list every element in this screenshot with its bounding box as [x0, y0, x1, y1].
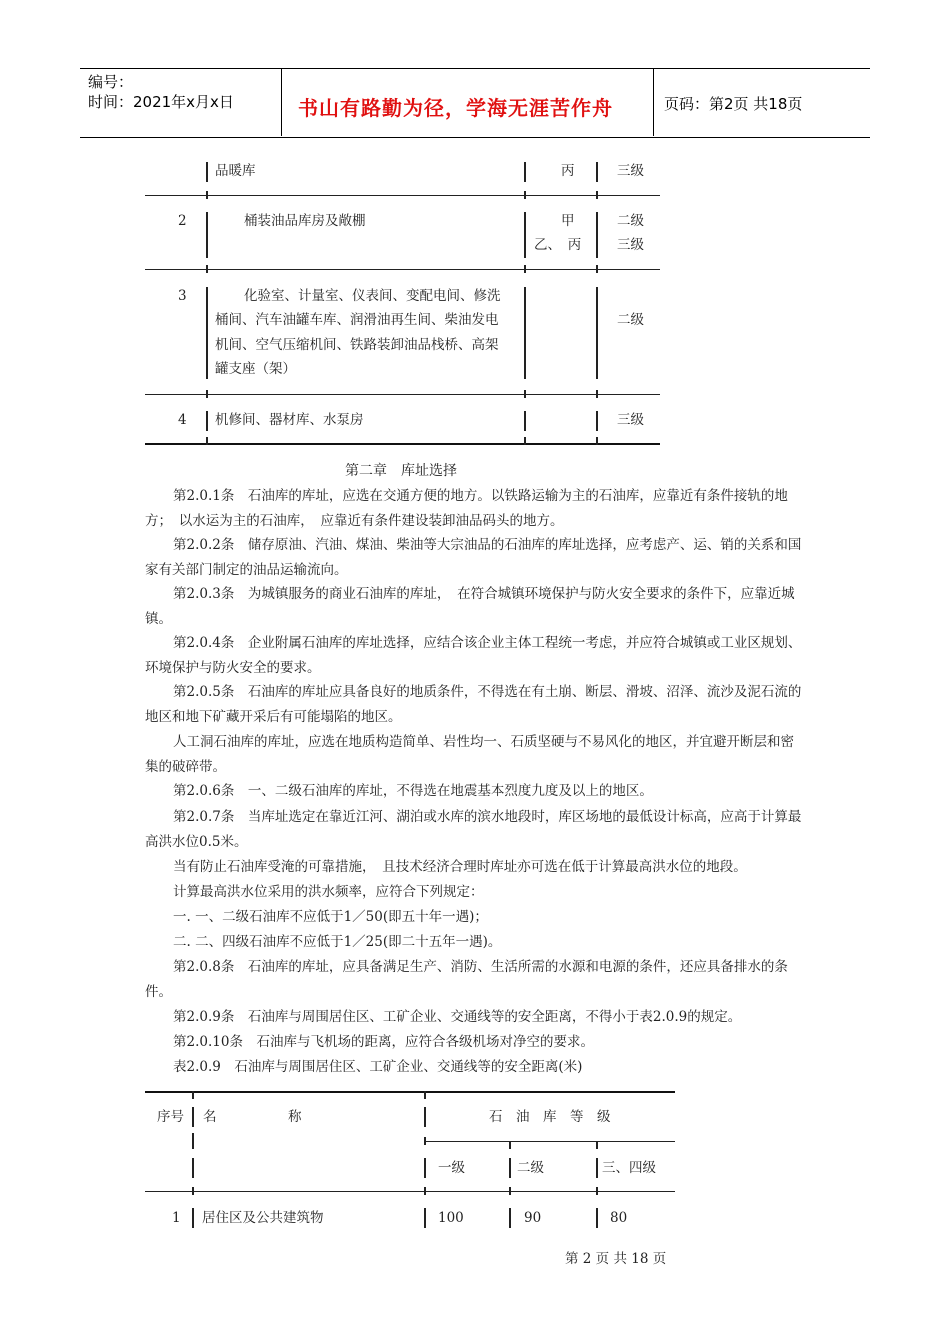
- table-rule: [145, 269, 660, 270]
- table-rule: [145, 195, 660, 196]
- table-cell-value: 100: [438, 1210, 464, 1226]
- table-rule: [596, 212, 598, 258]
- paragraph: 一. 一、二级石油库不应低于1／50(即五十年一遇)；: [173, 909, 488, 925]
- table-rule: [596, 287, 598, 379]
- table-rule: [192, 1133, 194, 1149]
- chapter-title: 第二章 库址选择: [345, 463, 457, 479]
- table-rule: [424, 1141, 675, 1142]
- table-header-level: 二级: [517, 1160, 544, 1176]
- table-cell-num: 2: [178, 213, 187, 229]
- paragraph: 第2.0.5条 石油库的库址应具备良好的地质条件，不得选在有土崩、断层、滑坡、沼泽、流沙及泥石流的地区和地下矿藏开采后有可能塌陷的地区。: [145, 684, 802, 725]
- paragraph: 第2.0.10条 石油库与飞机场的距离，应符合各级机场对净空的要求。: [173, 1034, 594, 1050]
- page-footer: 第 2 页 共 18 页: [565, 1251, 667, 1267]
- table-rule: [524, 390, 526, 398]
- table-rule: [596, 411, 598, 431]
- table-rule: [596, 1158, 598, 1178]
- paragraph: 第2.0.8条 石油库的库址，应具备满足生产、消防、生活所需的水源和电源的条件，还应具备排水的条件。: [145, 959, 788, 1000]
- paragraph: 第2.0.4条 企业附属石油库的库址选择，应结合该企业主体工程统一考虑，并应符合城镇或工业区规划、环境保护与防火安全的要求。: [145, 635, 802, 676]
- table-rule: [596, 1141, 598, 1149]
- doc-date-label: 时间：2021年x月x日: [88, 93, 234, 111]
- table-rule: [509, 1158, 511, 1178]
- table-cell-value: 90: [524, 1210, 542, 1226]
- doc-number-label: 编号：: [88, 73, 134, 91]
- paragraph: 当有防止石油库受淹的可靠措施， 且技术经济合理时库址亦可选在低于计算最高洪水位的地段。: [173, 859, 747, 875]
- table-rule: [424, 1208, 426, 1228]
- table-rule: [596, 1208, 598, 1228]
- table-header-group: 石 油 库 等 级: [489, 1109, 611, 1125]
- table-rule: [424, 1137, 426, 1145]
- table-cell-name: 机间、空气压缩机间、铁路装卸油品栈桥、高架: [215, 337, 499, 353]
- table-cell-level: 三级: [617, 163, 644, 179]
- table-caption: 表2.0.9 石油库与周围居住区、工矿企业、交通线等的安全距离(米): [173, 1059, 583, 1075]
- table-cell-level: 三级: [617, 237, 644, 253]
- table-rule: [206, 265, 208, 273]
- table-rule: [206, 191, 208, 199]
- table-rule: [145, 1091, 675, 1093]
- paragraph: 第2.0.1条 石油库的库址，应选在交通方便的地方。以铁路运输为主的石油库，应靠近有条件接轨的地方； 以水运为主的石油库， 应靠近有条件建设装卸油品码头的地方。: [145, 488, 788, 529]
- table-rule: [206, 212, 208, 258]
- table-cell-num: 3: [178, 288, 187, 304]
- table-rule: [192, 1187, 194, 1195]
- header-motto: 书山有路勤为径，学海无涯苦作舟: [298, 96, 613, 120]
- table-rule: [192, 1091, 194, 1099]
- table-cell-name: 机修间、器材库、水泵房: [215, 412, 364, 428]
- table-rule: [192, 1107, 194, 1127]
- table-rule: [596, 437, 598, 445]
- table-rule: [596, 191, 598, 199]
- table-rule: [596, 1187, 598, 1195]
- table-header-no: 序号: [157, 1109, 184, 1125]
- table-rule: [596, 265, 598, 273]
- table-cell-name: 化验室、计量室、仪表间、变配电间、修洗: [244, 288, 501, 304]
- table-header-level: 一级: [438, 1160, 465, 1176]
- table-rule: [596, 390, 598, 398]
- paragraph: 第2.0.9条 石油库与周围居住区、工矿企业、交通线等的安全距离，不得小于表2.0.9的规定。: [173, 1009, 742, 1025]
- table-rule: [424, 1187, 426, 1195]
- table-header-level: 三、四级: [602, 1160, 656, 1176]
- table-rule: [524, 265, 526, 273]
- table-cell-level: 二级: [617, 213, 644, 229]
- table-rule: [206, 411, 208, 431]
- table-rule: [509, 1141, 511, 1149]
- table-rule: [206, 390, 208, 398]
- table-cell-name: 桶装油品库房及敞棚: [244, 213, 366, 229]
- table-rule: [524, 287, 526, 379]
- table-cell-name: 居住区及公共建筑物: [202, 1210, 324, 1226]
- table-rule: [145, 443, 660, 445]
- table-rule: [192, 1158, 194, 1178]
- table-rule: [192, 1208, 194, 1228]
- table-cell-num: 1: [172, 1210, 181, 1226]
- table-rule: [145, 394, 660, 395]
- table-rule: [206, 162, 208, 182]
- table-rule: [206, 437, 208, 445]
- table-cell-value: 80: [610, 1210, 628, 1226]
- paragraph: 计算最高洪水位采用的洪水频率，应符合下列规定：: [173, 884, 484, 900]
- paragraph: 第2.0.2条 储存原油、汽油、煤油、柴油等大宗油品的石油库的库址选择，应考虑产、运、销的关系和国家有关部门制定的油品运输流向。: [145, 537, 802, 578]
- table-rule: [509, 1187, 511, 1195]
- table-rule: [424, 1091, 426, 1099]
- table-cell-class: 丙: [561, 163, 575, 179]
- table-header-name: 名: [203, 1109, 217, 1125]
- page-indicator: 页码：第2页 共18页: [664, 95, 803, 113]
- table-cell-class: 甲: [561, 213, 575, 229]
- table-cell-level: 三级: [617, 412, 644, 428]
- table-rule: [524, 162, 526, 182]
- table-cell-name: 桶间、汽车油罐车库、润滑油再生间、柴油发电: [215, 312, 499, 328]
- paragraph: 二. 二、四级石油库不应低于1／25(即二十五年一遇)。: [173, 934, 502, 950]
- table-cell-name: 品暖库: [215, 163, 256, 179]
- table-rule: [524, 437, 526, 445]
- table-rule: [524, 191, 526, 199]
- header-divider: [653, 68, 654, 136]
- table-rule: [424, 1107, 426, 1127]
- table-rule: [596, 162, 598, 182]
- table-rule: [524, 212, 526, 258]
- table-rule: [509, 1208, 511, 1228]
- table-rule: [424, 1158, 426, 1178]
- table-cell-class: 乙、 丙: [534, 237, 582, 253]
- table-rule: [524, 411, 526, 431]
- paragraph: 人工洞石油库的库址，应选在地质构造简单、岩性均一、石质坚硬与不易风化的地区，并宜避开断层和密集的破碎带。: [145, 734, 794, 775]
- table-rule: [206, 287, 208, 379]
- table-header-name: 称: [288, 1109, 302, 1125]
- paragraph: 第2.0.6条 一、二级石油库的库址，不得选在地震基本烈度九度及以上的地区。: [173, 783, 653, 799]
- header-divider: [281, 68, 282, 136]
- table-cell-name: 罐支座（架）: [215, 361, 296, 377]
- paragraph: 第2.0.3条 为城镇服务的商业石油库的库址， 在符合城镇环境保护与防火安全要求的条件下，应靠近城镇。: [145, 586, 795, 627]
- table-cell-level: 二级: [617, 312, 644, 328]
- paragraph: 第2.0.7条 当库址选定在靠近江河、湖泊或水库的滨水地段时，库区场地的最低设计标高，应高于计算最高洪水位0.5米。: [145, 809, 802, 850]
- table-cell-num: 4: [178, 412, 187, 428]
